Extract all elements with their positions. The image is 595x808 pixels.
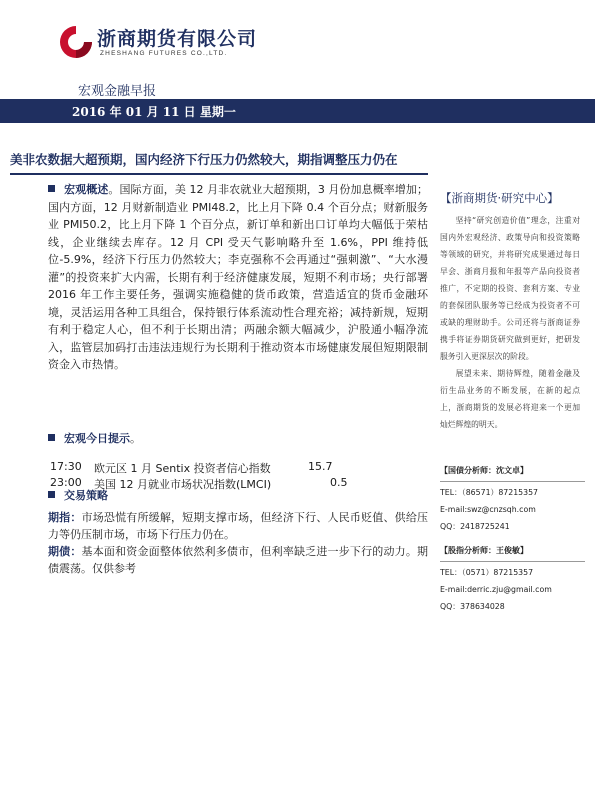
strategy-text: 市场恐慌有所缓解，短期支撑市场，但经济下行、人民币贬值、供给压力等仍压制市场，市场下行压力仍在。 [48,511,428,541]
analyst-qq: QQ：2418725241 [440,522,510,531]
analyst-qq: QQ：378634028 [440,602,505,611]
analyst-email[interactable]: E-mail:swz@cnzsqh.com [440,505,536,514]
indicator-name: 美国 12 月就业市场状况指数(LMCI) [94,478,272,491]
indicator-value: 15.7 [308,460,333,473]
indicator-time: 23:00 [50,476,82,489]
square-bullet-icon [48,185,55,192]
strategy-label: 期债： [48,545,82,558]
report-date: 2016 年 01 月 11 日 星期一 [72,105,236,119]
strategy-title: 交易策略 [64,489,108,502]
analyst-divider [440,561,585,562]
square-bullet-icon [48,434,55,441]
indicators-title-suffix: 。 [130,432,141,445]
analyst-title: 【股指分析师：王俊敏】 [440,546,528,555]
company-name-cn: 浙商期货有限公司 [97,28,258,50]
indicator-value: 0.5 [330,476,348,489]
overview-text: 。国际方面，美 12 月非农就业大超预期，3 月份加息概率增加；国内方面，12 月财新制造业 PMI48.2，比上月下降 0.4 个百分点；财新服务业 PMI50.2，比上月下降 1 个百分点，新订单和新出口订单均大幅低于荣枯线，企业继续去库存。12 月 CPI 受天气影响略升至 1.6%，PPI 维持低位-5.9%，经济下行压力仍然较大；李克强称不会再通过“强刺激”、“大水漫灌”的投资来扩大内需，长期有利于经济健康发展，短期不利市场；央行部署 2016 年工作主要任务，强调实施稳健的货币政策，营造适宜的货币金融环境，灵活运用各种工具组合，保持银行体系流动性合理充裕；减持新规，短期有利于稳定人心，但不利于长期出清；两融余额大幅减少，沪股通小幅净流入，监管层加码打击违法违规行为长期利于推动资本市场健康发展但短期限制资金入市热情。 [48,183,429,371]
strategy-item [48,543,428,577]
strategy-body [48,509,428,577]
company-name-en: ZHESHANG FUTURES CO.,LTD. [100,50,228,57]
strategy-label: 期指： [48,511,82,524]
strategy-section-title [48,487,108,505]
intro-paragraph: 展望未来、期待辉煌，随着金融及衍生品业务的不断发展，在新的起点上，浙商期货的发展必将迎来一个更加灿烂辉煌的明天。 [440,369,580,429]
intro-paragraph: 坚持“研究创造价值”理念，注重对国内外宏观经济、政策导向和投资策略等领域的研究，并将研究成果通过每日早会、浙商月报和年报等产品向投资者推广，不定期的投资、套利方案、专业的套保团队服务等已经成为投资者不可或缺的理财助手。公司还将与浙商证券携手将证券期货研究做到更好，把研发服务引入更深层次的阶段。 [440,216,580,361]
analyst-email[interactable]: E-mail:derric.zju@gmail.com [440,585,552,594]
headline-divider [10,173,428,175]
indicators-section-title [48,430,141,448]
indicators-title: 宏观今日提示 [64,432,130,445]
strategy-text: 基本面和资金面整体依然利多债市，但利率缺乏进一步下行的动力。期债震荡。仅供参考 [48,545,428,575]
square-bullet-icon [48,491,55,498]
date-bar [0,99,595,123]
research-center-title: 【浙商期货·研究中心】 [440,191,559,205]
analyst-card [440,462,590,535]
analyst-card [440,542,590,615]
strategy-item [48,509,428,543]
zheshang-logo-icon [58,24,94,60]
analyst-tel: TEL：（86571）87215357 [440,488,539,497]
overview-title: 宏观概述 [64,183,109,196]
analyst-tel: TEL：（0571）87215357 [440,568,534,577]
headline: 美非农数据大超预期，国内经济下行压力仍然较大，期指调整压力仍在 [10,152,398,167]
overview-section [48,181,428,374]
indicator-time: 17:30 [50,460,82,473]
indicator-row [50,460,430,476]
indicator-name: 欧元区 1 月 Sentix 投资者信心指数 [94,462,271,475]
research-center-intro [440,212,580,433]
analyst-title: 【国债分析师：沈文卓】 [440,466,528,475]
report-type: 宏观金融早报 [78,84,157,99]
analyst-divider [440,481,585,482]
